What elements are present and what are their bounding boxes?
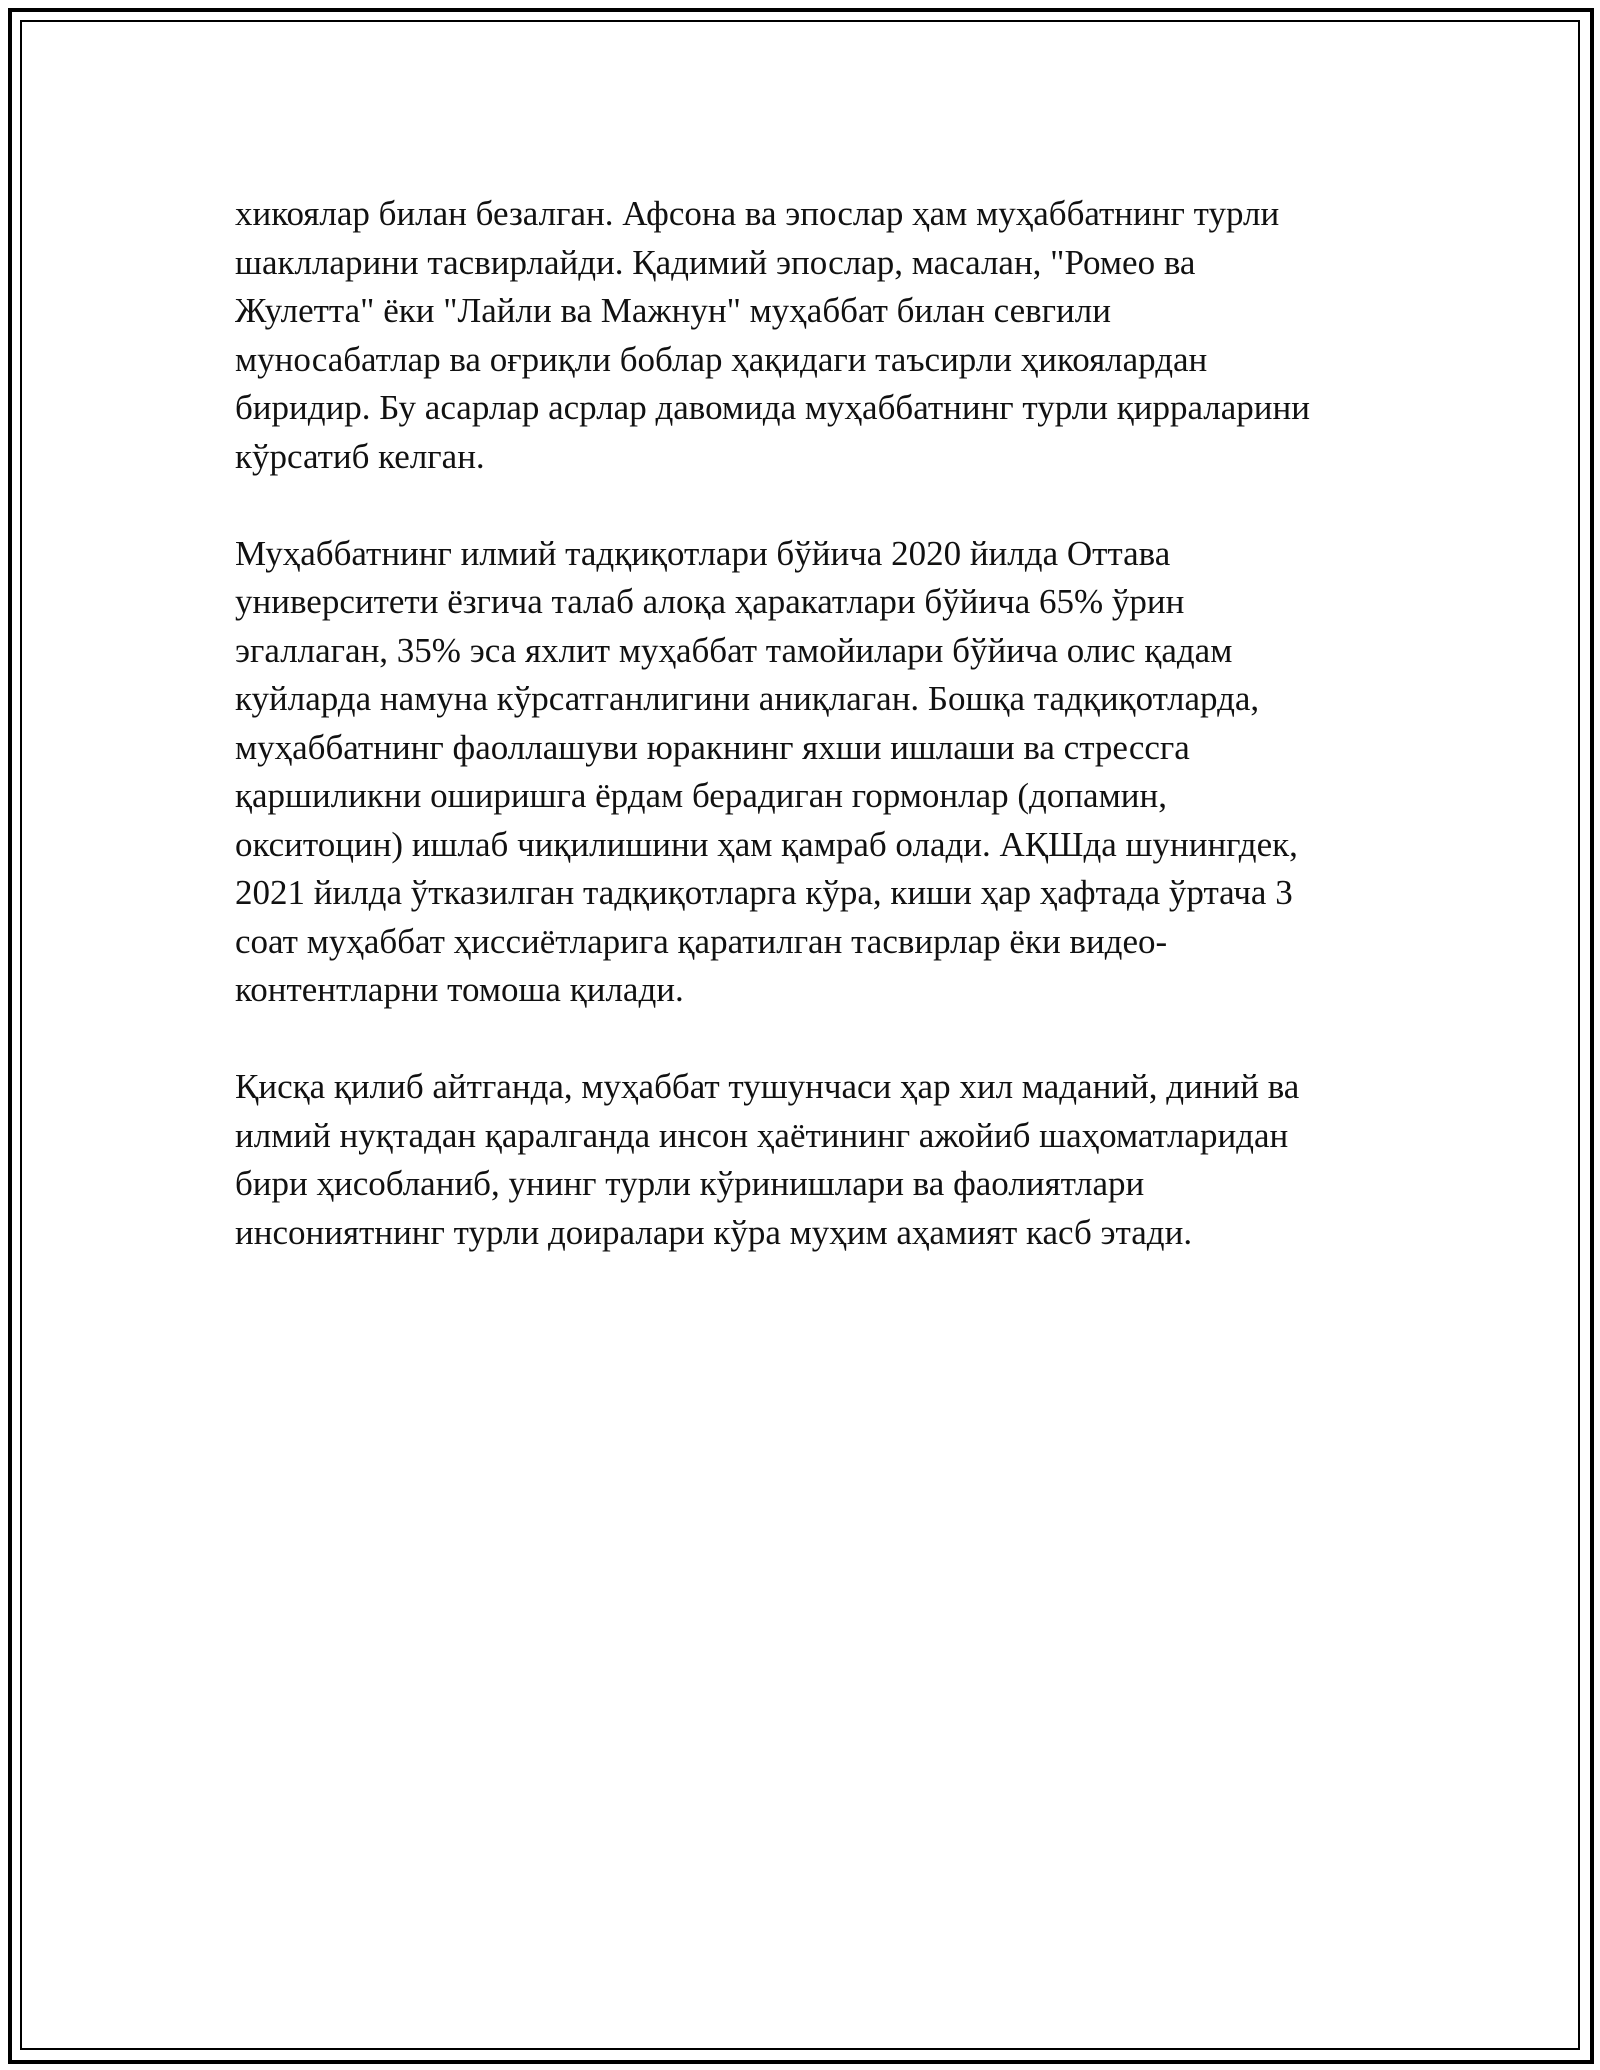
text-line: 2021 йилда ўтказилган тадқиқотларга кўра, киши ҳар ҳафтада ўртача 3	[235, 873, 1293, 912]
text-line: муносабатлар ва оғриқли боблар ҳақидаги таъсирли ҳикоялардан	[235, 339, 1208, 379]
text-line: контентларни томоша қилади.	[235, 970, 684, 1009]
text-line: инсониятнинг турли доиралари кўра муҳим аҳамият касб этади.	[235, 1212, 1193, 1252]
text-line: Қисқа қилиб айтганда, муҳаббат тушунчаси ҳар хил маданий, диний ва	[235, 1067, 1300, 1106]
document-body	[235, 190, 1375, 1306]
text-line: муҳаббатнинг фаоллашуви юракнинг яхши ишлаши ва стрессга	[235, 727, 1190, 767]
text-line: шаклларини тасвирлайди. Қадимий эпослар, масалан, "Ромео ва	[235, 242, 1196, 282]
paragraph-2	[235, 530, 1375, 1015]
text-line: хикоялар билан безалган. Афсона ва эпослар ҳам муҳаббатнинг турли	[235, 194, 1280, 233]
text-line: илмий нуқтадан қаралганда инсон ҳаётининг ажойиб шаҳоматларидан	[235, 1115, 1289, 1155]
text-line: эгаллаган, 35% эса яхлит муҳаббат тамойилари бўйича олис қадам	[235, 630, 1233, 670]
text-line: қаршиликни оширишга ёрдам берадиган гормонлар (допамин,	[235, 776, 1167, 815]
text-line: окситоцин) ишлаб чиқилишини ҳам қамраб олади. АҚШда шунингдек,	[235, 824, 1298, 864]
paragraph-3	[235, 1063, 1375, 1257]
text-line: бири ҳисобланиб, унинг турли кўринишлари ва фаолиятлари	[235, 1164, 1145, 1203]
text-line: Муҳаббатнинг илмий тадқиқотлари бўйича 2020 йилда Оттава	[235, 533, 1171, 573]
text-line: университети ёзгича талаб алоқа ҳаракатлари бўйича 65% ўрин	[235, 582, 1185, 621]
text-line: кўрсатиб келган.	[235, 436, 485, 476]
paragraph-1	[235, 190, 1375, 481]
text-line: биридир. Бу асарлар асрлар давомида муҳаббатнинг турли қирраларини	[235, 388, 1311, 427]
text-line: куйларда намуна кўрсатганлигини аниқлаган. Бошқа тадқиқотларда,	[235, 679, 1260, 718]
text-line: соат муҳаббат ҳиссиётларига қаратилган тасвирлар ёки видео-	[235, 921, 1168, 961]
text-line: Жулетта" ёки "Лайли ва Мажнун" муҳаббат билан севгили	[235, 291, 1111, 330]
